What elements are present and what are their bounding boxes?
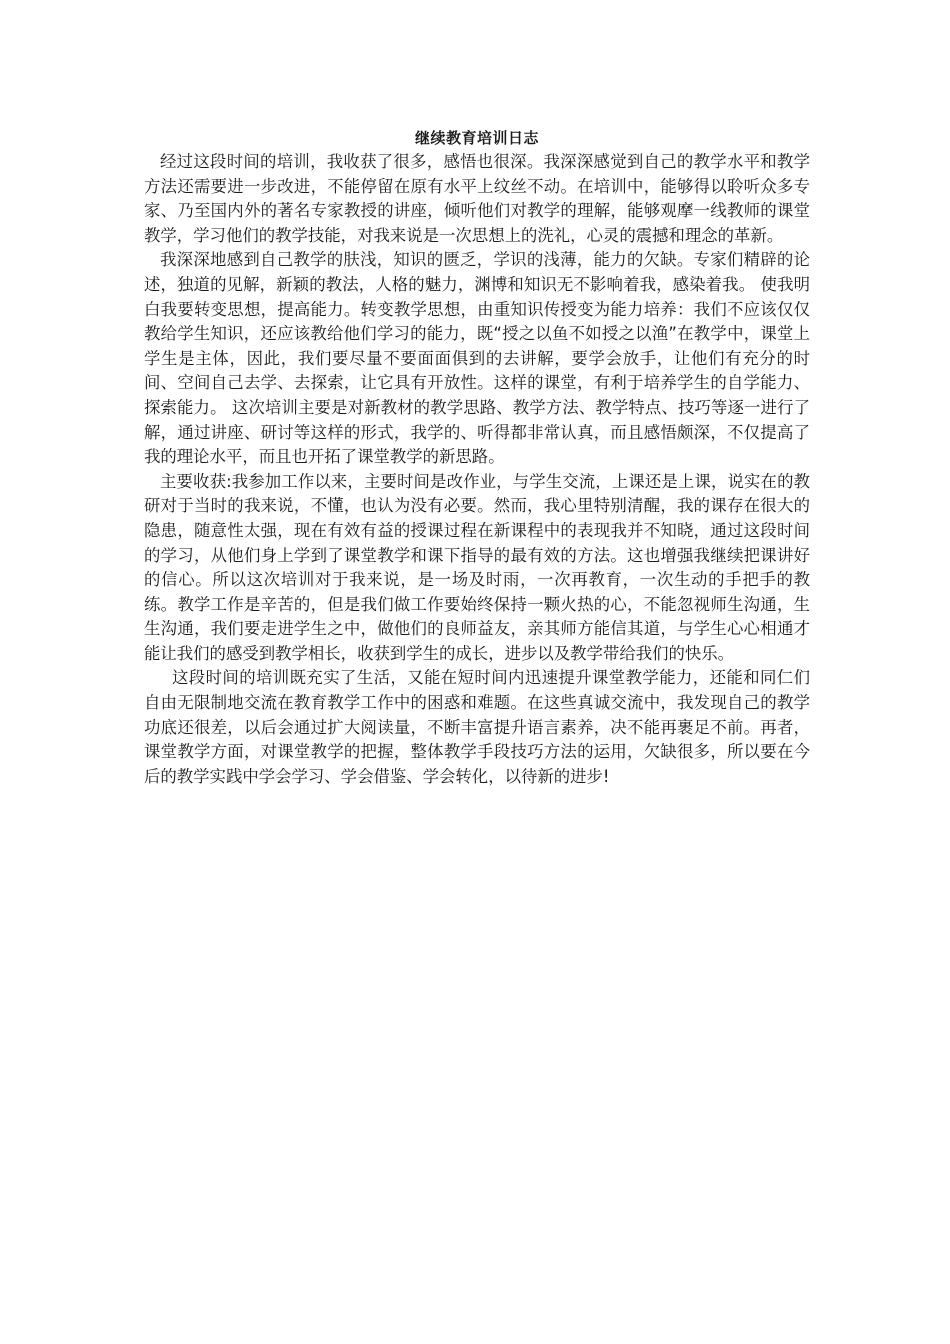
paragraph-1: 经过这段时间的培训，我收获了很多，感悟也很深。我深深感觉到自己的教学水平和教学方法还需要进一步改进，不能停留在原有水平上纹丝不动。在培训中，能够得以聆听众多专家、乃至国内外的著名专家教授的讲座，倾听他们对教学的理解，能够观摩一线教师的课堂教学，学习他们的教学技能，对我来说是一次思想上的洗礼，心灵的震撼和理念的革新。 [144, 152, 810, 245]
document-page [144, 126, 810, 789]
paragraph-3: 主要收获:我参加工作以来，主要时间是改作业，与学生交流，上课还是上课，说实在的教研对于当时的我来说，不懂，也认为没有必要。然而，我心里特别清醒，我的课存在很大的隐患，随意性太强，现在有效有益的授课过程在新课程中的表现我并不知晓，通过这段时间的学习，从他们身上学到了课堂教学和课下指导的最有效的方法。这也增强我继续把课讲好的信心。所以这次培训对于我来说，是一场及时雨，一次再教育，一次生动的手把手的教练。教学工作是辛苦的，但是我们做工作要始终保持一颗火热的心，不能忽视师生沟通，生生沟通，我们要走进学生之中，做他们的良师益友，亲其师方能信其道，与学生心心相通才能让我们的感受到教学相长，收获到学生的成长，进步以及教学带给我们的快乐。 [144, 471, 810, 663]
paragraph-2: 我深深地感到自己教学的肤浅，知识的匮乏，学识的浅薄，能力的欠缺。专家们精辟的论述，独道的见解，新颖的教法，人格的魅力，渊博和知识无不影响着我，感染着我。 使我明白我要转变思想，提高能力。转变教学思想，由重知识传授变为能力培养：我们不应该仅仅教给学生知识，还应该教给他们学习的能力，既“授之以鱼不如授之以渔”在教学中，课堂上学生是主体，因此，我们要尽量不要面面俱到的去讲解，要学会放手，让他们有充分的时间、空间自己去学、去探索，让它具有开放性。这样的课堂，有利于培养学生的自学能力、探索能力。 这次培训主要是对新教材的教学思路、教学方法、教学特点、技巧等逐一进行了解，通过讲座、研讨等这样的形式，我学的、听得都非常认真，而且感悟颇深，不仅提高了我的理论水平，而且也开拓了课堂教学的新思路。 [144, 250, 810, 467]
paragraph-4: 这段时间的培训既充实了生活，又能在短时间内迅速提升课堂教学能力，还能和同仁们自由无限制地交流在教育教学工作中的困惑和难题。在这些真诚交流中，我发现自己的教学功底还很差，以后会通过扩大阅读量，不断丰富提升语言素养，决不能再裹足不前。再者，课堂教学方面，对课堂教学的把握，整体教学手段技巧方法的运用，欠缺很多，所以要在今后的教学实践中学会学习、学会借鉴、学会转化，以待新的进步! [144, 668, 810, 786]
document-title: 继续教育培训日志 [414, 129, 539, 147]
